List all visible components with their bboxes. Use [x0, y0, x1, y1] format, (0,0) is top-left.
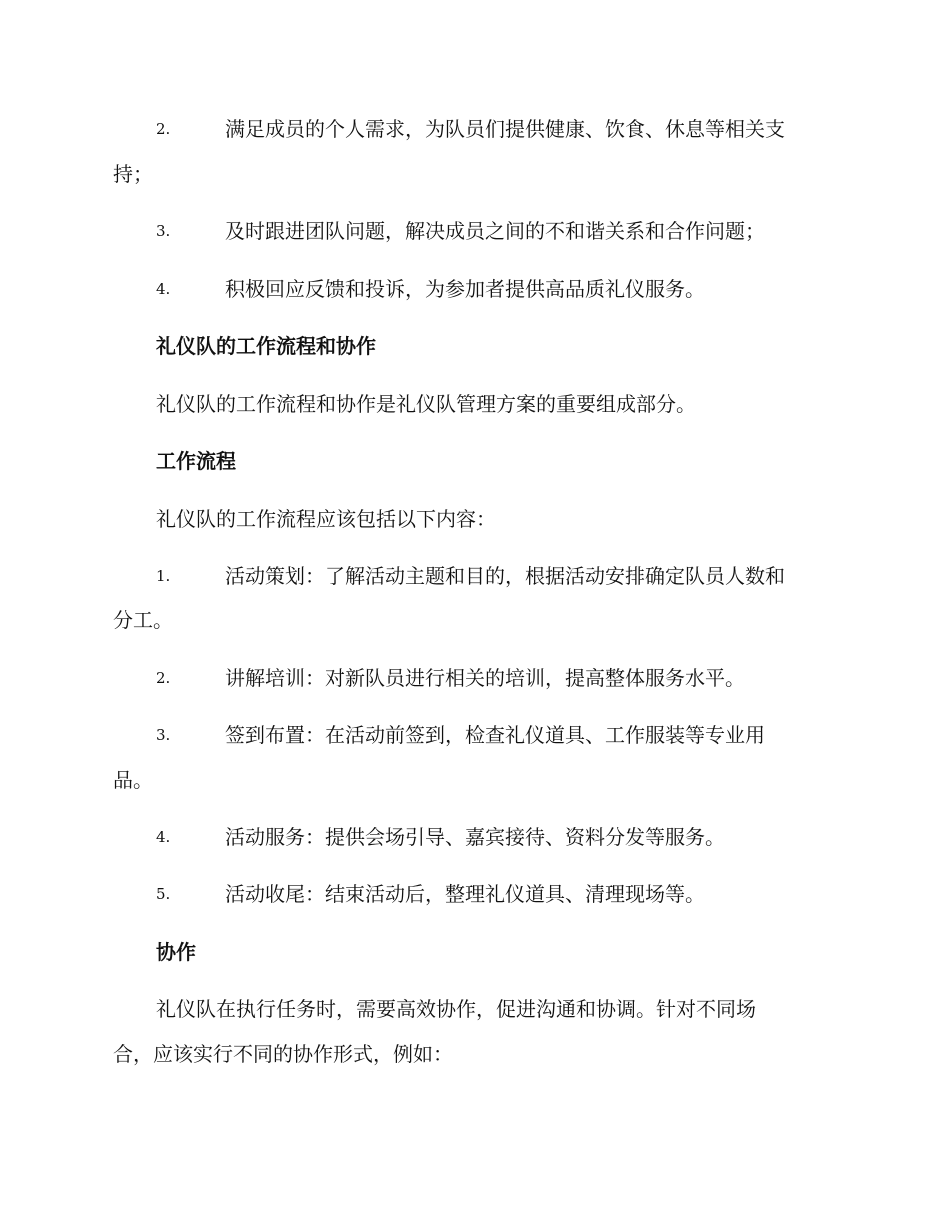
paragraph: 礼仪队的工作流程应该包括以下内容： — [156, 507, 496, 531]
section-heading: 工作流程 — [156, 449, 236, 473]
list-item-text: 及时跟进团队问题，解决成员之间的不和谐关系和合作问题； — [225, 219, 765, 243]
paragraph-continued: 合，应该实行不同的协作形式，例如： — [113, 1042, 453, 1066]
paragraph: 礼仪队的工作流程和协作是礼仪队管理方案的重要组成部分。 — [156, 392, 696, 416]
list-item-text: 讲解培训：对新队员进行相关的培训，提高整体服务水平。 — [225, 666, 745, 690]
list-item-text: 签到布置：在活动前签到，检查礼仪道具、工作服装等专业用 — [225, 723, 765, 747]
list-item-text: 活动收尾：结束活动后，整理礼仪道具、清理现场等。 — [225, 882, 705, 906]
list-number: 4. — [156, 280, 171, 298]
list-item-text-continued: 品。 — [113, 768, 153, 792]
section-heading: 礼仪队的工作流程和协作 — [156, 334, 376, 358]
list-number: 5. — [156, 885, 171, 903]
list-item-text-continued: 持； — [113, 162, 153, 186]
list-item-text-continued: 分工。 — [113, 608, 173, 632]
list-item-text: 满足成员的个人需求，为队员们提供健康、饮食、休息等相关支 — [225, 117, 785, 141]
list-number: 1. — [156, 567, 171, 585]
list-item-text: 活动服务：提供会场引导、嘉宾接待、资料分发等服务。 — [225, 825, 725, 849]
list-number: 2. — [156, 120, 171, 138]
list-item-text: 活动策划：了解活动主题和目的，根据活动安排确定队员人数和 — [225, 564, 785, 588]
section-heading: 协作 — [156, 940, 196, 964]
list-number: 3. — [156, 726, 171, 744]
paragraph: 礼仪队在执行任务时，需要高效协作，促进沟通和协调。针对不同场 — [156, 997, 756, 1021]
list-number: 4. — [156, 828, 171, 846]
list-item-text: 积极回应反馈和投诉，为参加者提供高品质礼仪服务。 — [225, 277, 705, 301]
list-number: 2. — [156, 669, 171, 687]
list-number: 3. — [156, 222, 171, 240]
